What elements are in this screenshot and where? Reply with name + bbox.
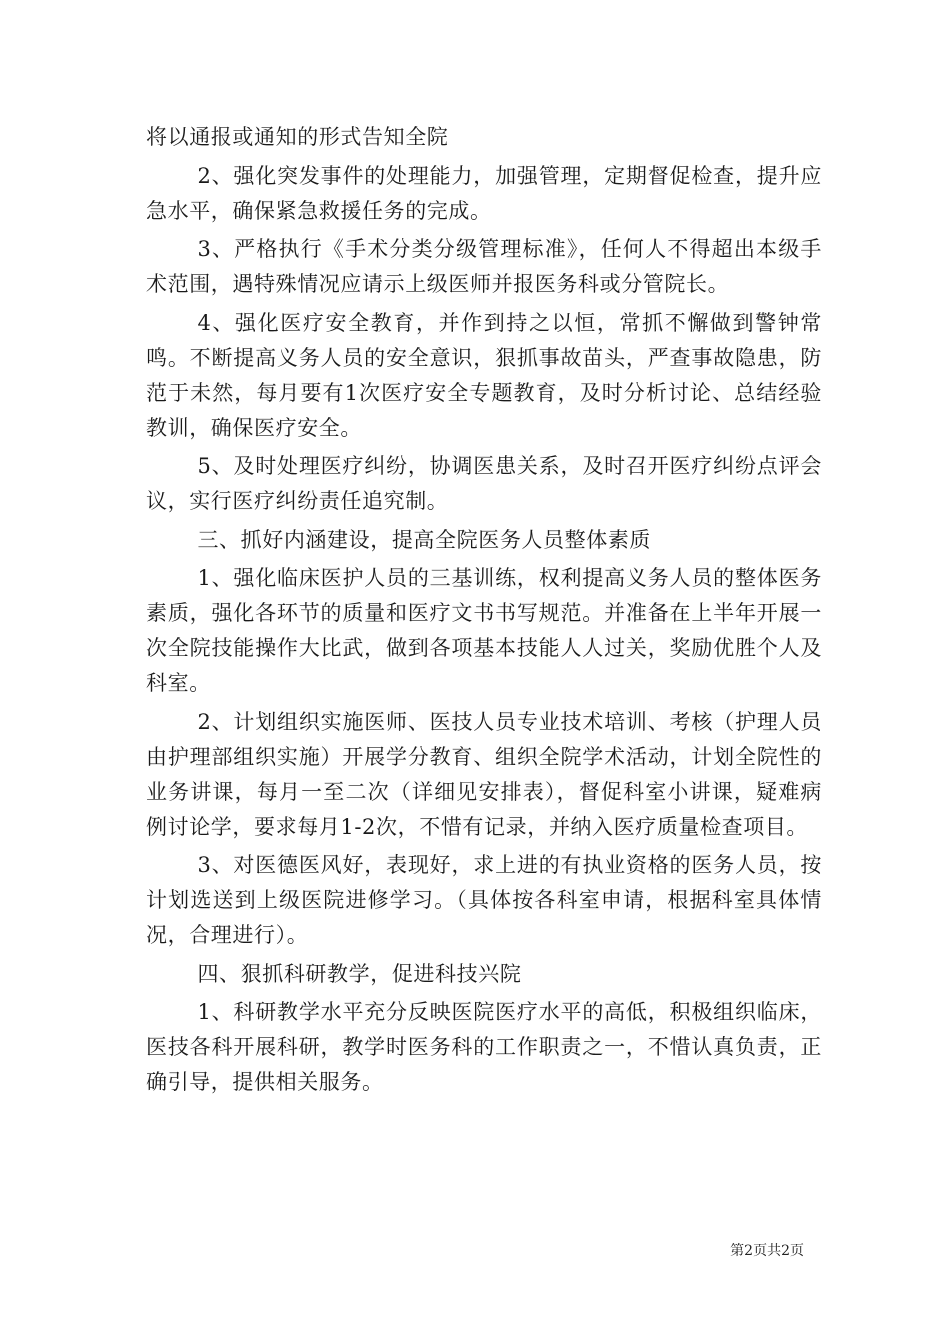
section-heading: 四、狠抓科研教学，促进科技兴院 <box>197 961 522 986</box>
page-number-footer: 第2页共2页 <box>730 1243 804 1259</box>
paragraph-continuation: 将以通报或通知的形式告知全院 <box>146 125 449 149</box>
document-body <box>146 120 822 1104</box>
paragraph-item: 1、强化临床医护人员的三基训练，权利提高义务人员的整体医务素质，强化各环节的质量和医疗文书书写规范。并准备在上半年开展一次全院技能操作大比武，做到各项基本技能人人过关，奖励优胜个人及科室。 <box>146 566 822 695</box>
paragraph-item: 3、严格执行《手术分类分级管理标准》，任何人不得超出本级手术范围，遇特殊情况应请示上级医师并报医务科或分管院长。 <box>146 237 822 296</box>
paragraph-item: 2、强化突发事件的处理能力，加强管理，定期督促检查，提升应急水平，确保紧急救援任务的完成。 <box>146 163 822 223</box>
paragraph-item: 1、科研教学水平充分反映医院医疗水平的高低，积极组织临床，医技各科开展科研，教学时医务科的工作职责之一，不惜认真负责，正确引导，提供相关服务。 <box>146 1000 822 1094</box>
paragraph-item: 4、强化医疗安全教育，并作到持之以恒，常抓不懈做到警钟常鸣。不断提高义务人员的安全意识，狠抓事故苗头，严查事故隐患，防范于未然，每月要有1次医疗安全专题教育，及时分析讨论、总结经验教训，确保医疗安全。 <box>146 310 822 440</box>
paragraph-item: 2、计划组织实施医师、医技人员专业技术培训、考核（护理人员由护理部组织实施）开展学分教育、组织全院学术活动，计划全院性的业务讲课，每月一至二次（详细见安排表），督促科室小讲课，疑难病例讨论学，要求每月1-2次，不惜有记录，并纳入医疗质量检查项目。 <box>146 709 822 839</box>
paragraph-item: 3、对医德医风好，表现好，求上进的有执业资格的医务人员，按计划选送到上级医院进修学习。（具体按各科室申请，根据科室具体情况，合理进行）。 <box>146 853 822 947</box>
section-heading: 三、抓好内涵建设，提高全院医务人员整体素质 <box>197 527 652 552</box>
paragraph-item: 5、及时处理医疗纠纷，协调医患关系，及时召开医疗纠纷点评会议，实行医疗纠纷责任追究制。 <box>146 454 822 513</box>
